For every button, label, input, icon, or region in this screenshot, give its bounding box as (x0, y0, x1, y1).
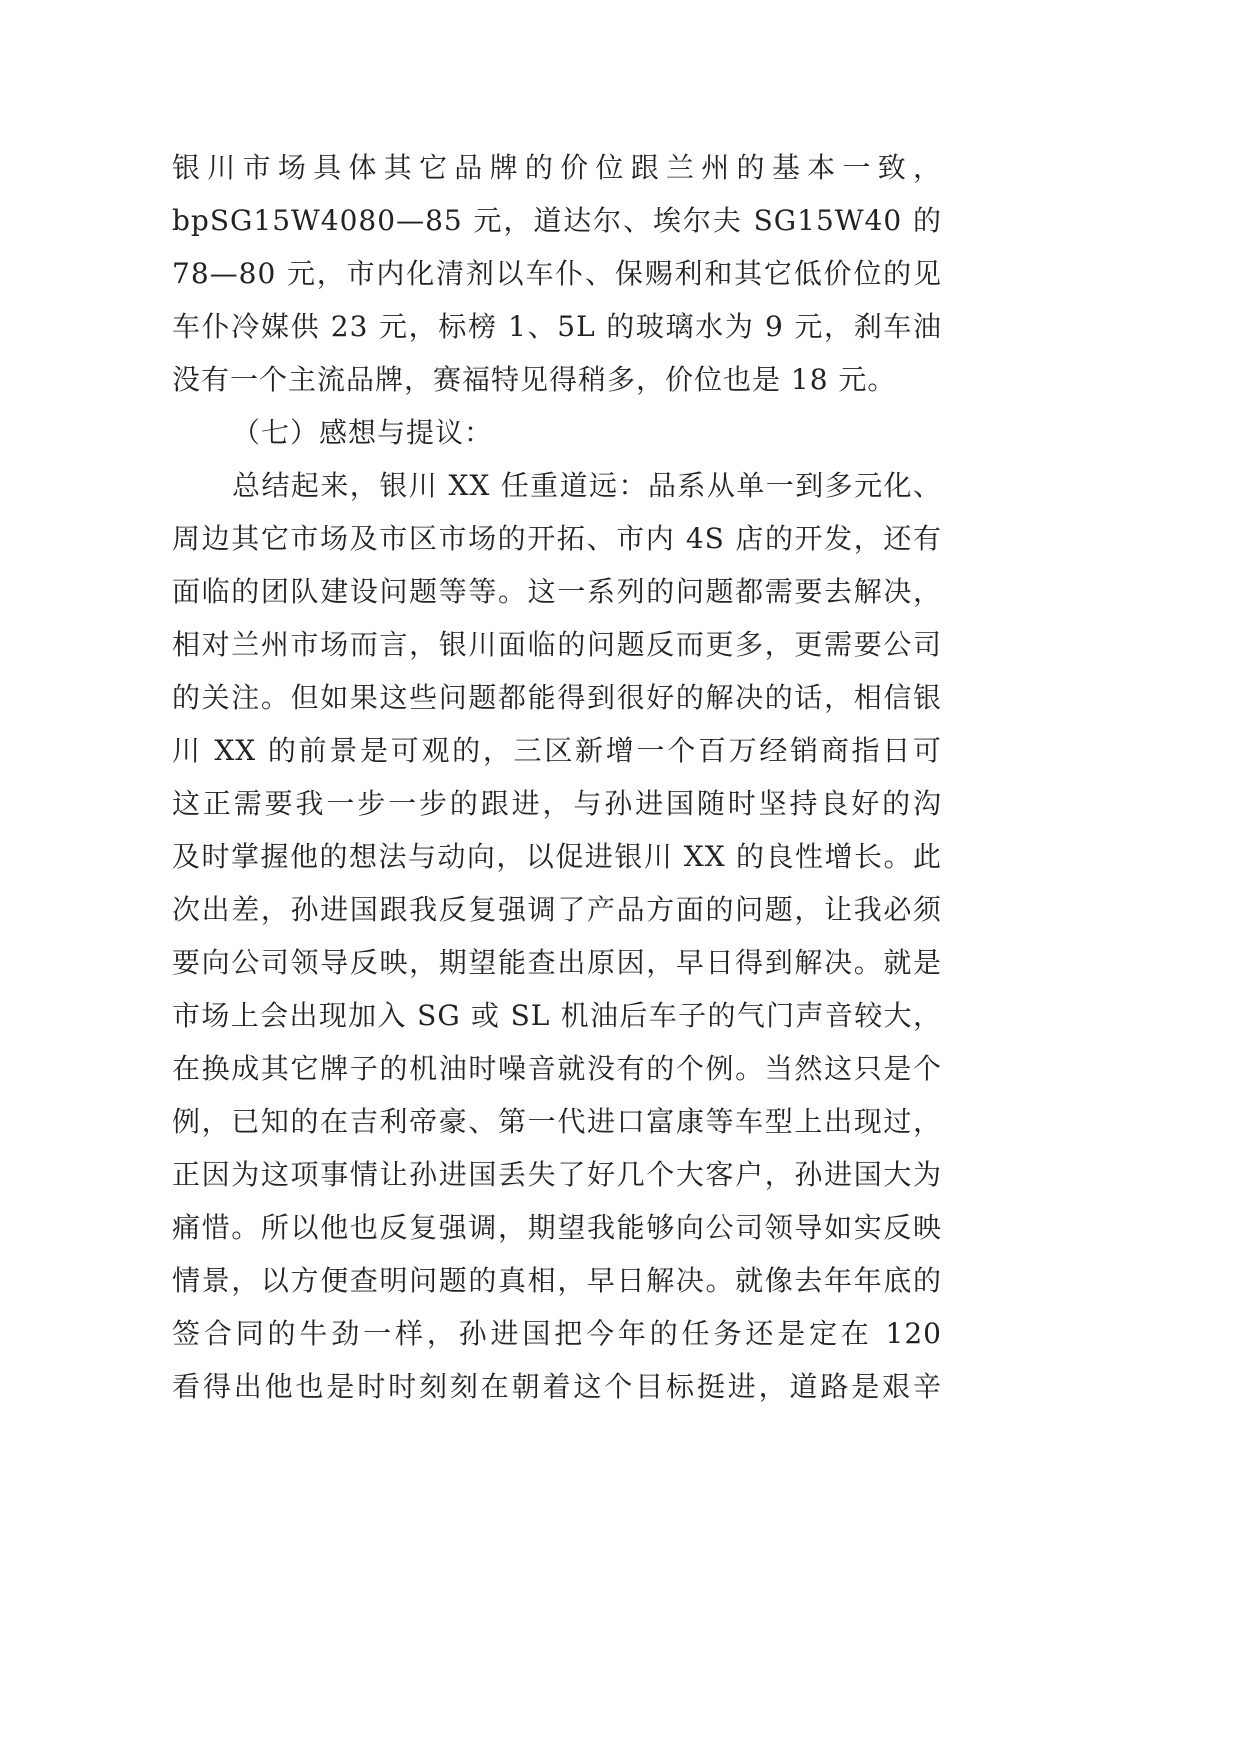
text-line: 签合同的牛劲一样，孙进国把今年的任务还是定在 120 (172, 1317, 942, 1350)
heading-line: （七）感想与提议： (232, 416, 494, 449)
text-line: 车仆冷媒供 23 元，标榜 1、5L 的玻璃水为 9 元，刹车油 (172, 310, 942, 343)
text-line: 正因为这项事情让孙进国丢失了好几个大客户，孙进国大为 (172, 1158, 942, 1191)
text-line: 这正需要我一步一步的跟进，与孙进国随时坚持良好的沟 (172, 787, 942, 820)
text-line: 没有一个主流品牌，赛福特见得稍多，价位也是 18 元。 (172, 363, 897, 396)
text-line: 情景，以方便查明问题的真相，早日解决。就像去年年底的 (172, 1264, 942, 1297)
text-line: 市场上会出现加入 SG 或 SL 机油后车子的气门声音较大， (172, 999, 942, 1032)
text-line: 银川市场具体其它品牌的价位跟兰州的基本一致， (172, 151, 942, 184)
paragraph-market-prices (172, 141, 942, 406)
text-line: 次出差，孙进国跟我反复强调了产品方面的问题，让我必须 (172, 893, 942, 926)
text-line: 及时掌握他的想法与动向，以促进银川 XX 的良性增长。此 (172, 840, 942, 873)
text-line: bpSG15W4080—85 元，道达尔、埃尔夫 SG15W40 的 (172, 204, 942, 237)
text-line: 要向公司领导反映，期望能查出原因，早日得到解决。就是 (172, 946, 942, 979)
text-line: 周边其它市场及市区市场的开拓、市内 4S 店的开发，还有 (172, 522, 942, 555)
paragraph-summary (172, 459, 942, 1413)
text-line: 相对兰州市场而言，银川面临的问题反而更多，更需要公司 (172, 628, 942, 661)
text-line: 面临的团队建设问题等等。这一系列的问题都需要去解决， (172, 575, 942, 608)
document-body (172, 141, 942, 1413)
section-heading (172, 406, 942, 459)
text-line: 例，已知的在吉利帝豪、第一代进口富康等车型上出现过， (172, 1105, 942, 1138)
text-line: 痛惜。所以他也反复强调，期望我能够向公司领导如实反映 (172, 1211, 942, 1244)
text-line: 在换成其它牌子的机油时噪音就没有的个例。当然这只是个 (172, 1052, 942, 1085)
text-line: 川 XX 的前景是可观的，三区新增一个百万经销商指日可 (172, 734, 942, 767)
text-line: 看得出他也是时时刻刻在朝着这个目标挺进，道路是艰辛 (172, 1370, 942, 1403)
text-line: 的关注。但如果这些问题都能得到很好的解决的话，相信银 (172, 681, 942, 714)
text-line: 总结起来，银川 XX 任重道远：品系从单一到多元化、 (232, 469, 942, 502)
text-line: 78—80 元，市内化清剂以车仆、保赐利和其它低价位的见 (172, 257, 942, 290)
